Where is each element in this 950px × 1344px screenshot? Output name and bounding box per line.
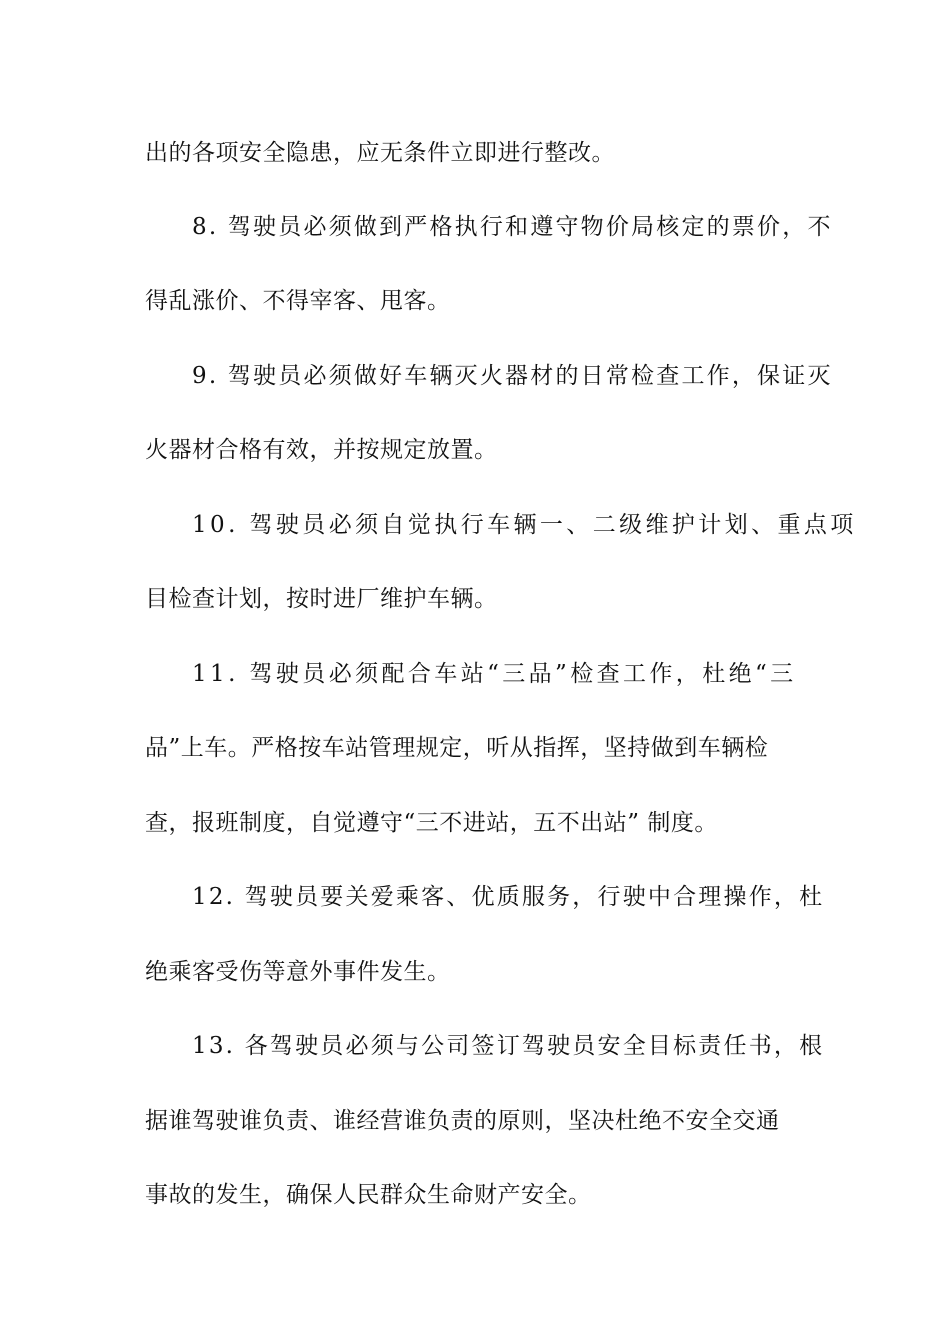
item-11-continuation: 查，报班制度，自觉遵守“三不进站，五不出站” 制度。 (145, 810, 718, 836)
item-10-continuation: 目检查计划，按时进厂维护车辆。 (145, 586, 498, 612)
item-11-continuation: 品”上车。严格按车站管理规定，听从指挥，坚持做到车辆检 (145, 735, 769, 761)
item-9-continuation: 火器材合格有效，并按规定放置。 (145, 437, 498, 463)
item-11-first-line: 11. 驾驶员必须配合车站“三品”检查工作，杜绝“三 (192, 661, 797, 687)
item-8-continuation: 得乱涨价、不得宰客、甩客。 (145, 288, 451, 314)
item-12-first-line: 12. 驾驶员要关爱乘客、优质服务，行驶中合理操作，杜 (192, 884, 825, 910)
item-13-continuation: 事故的发生，确保人民群众生命财产安全。 (145, 1182, 592, 1208)
item-8-first-line: 8. 驾驶员必须做到严格执行和遵守物价局核定的票价，不 (192, 214, 833, 240)
item-13-first-line: 13. 各驾驶员必须与公司签订驾驶员安全目标责任书，根 (192, 1033, 825, 1059)
text-line: 出的各项安全隐患，应无条件立即进行整改。 (145, 140, 615, 166)
item-13-continuation: 据谁驾驶谁负责、谁经营谁负责的原则，坚决杜绝不安全交通 (145, 1108, 780, 1134)
item-10-first-line: 10. 驾驶员必须自觉执行车辆一、二级维护计划、重点项 (192, 512, 857, 538)
item-12-continuation: 绝乘客受伤等意外事件发生。 (145, 959, 451, 985)
item-9-first-line: 9. 驾驶员必须做好车辆灭火器材的日常检查工作，保证灭 (192, 363, 833, 389)
